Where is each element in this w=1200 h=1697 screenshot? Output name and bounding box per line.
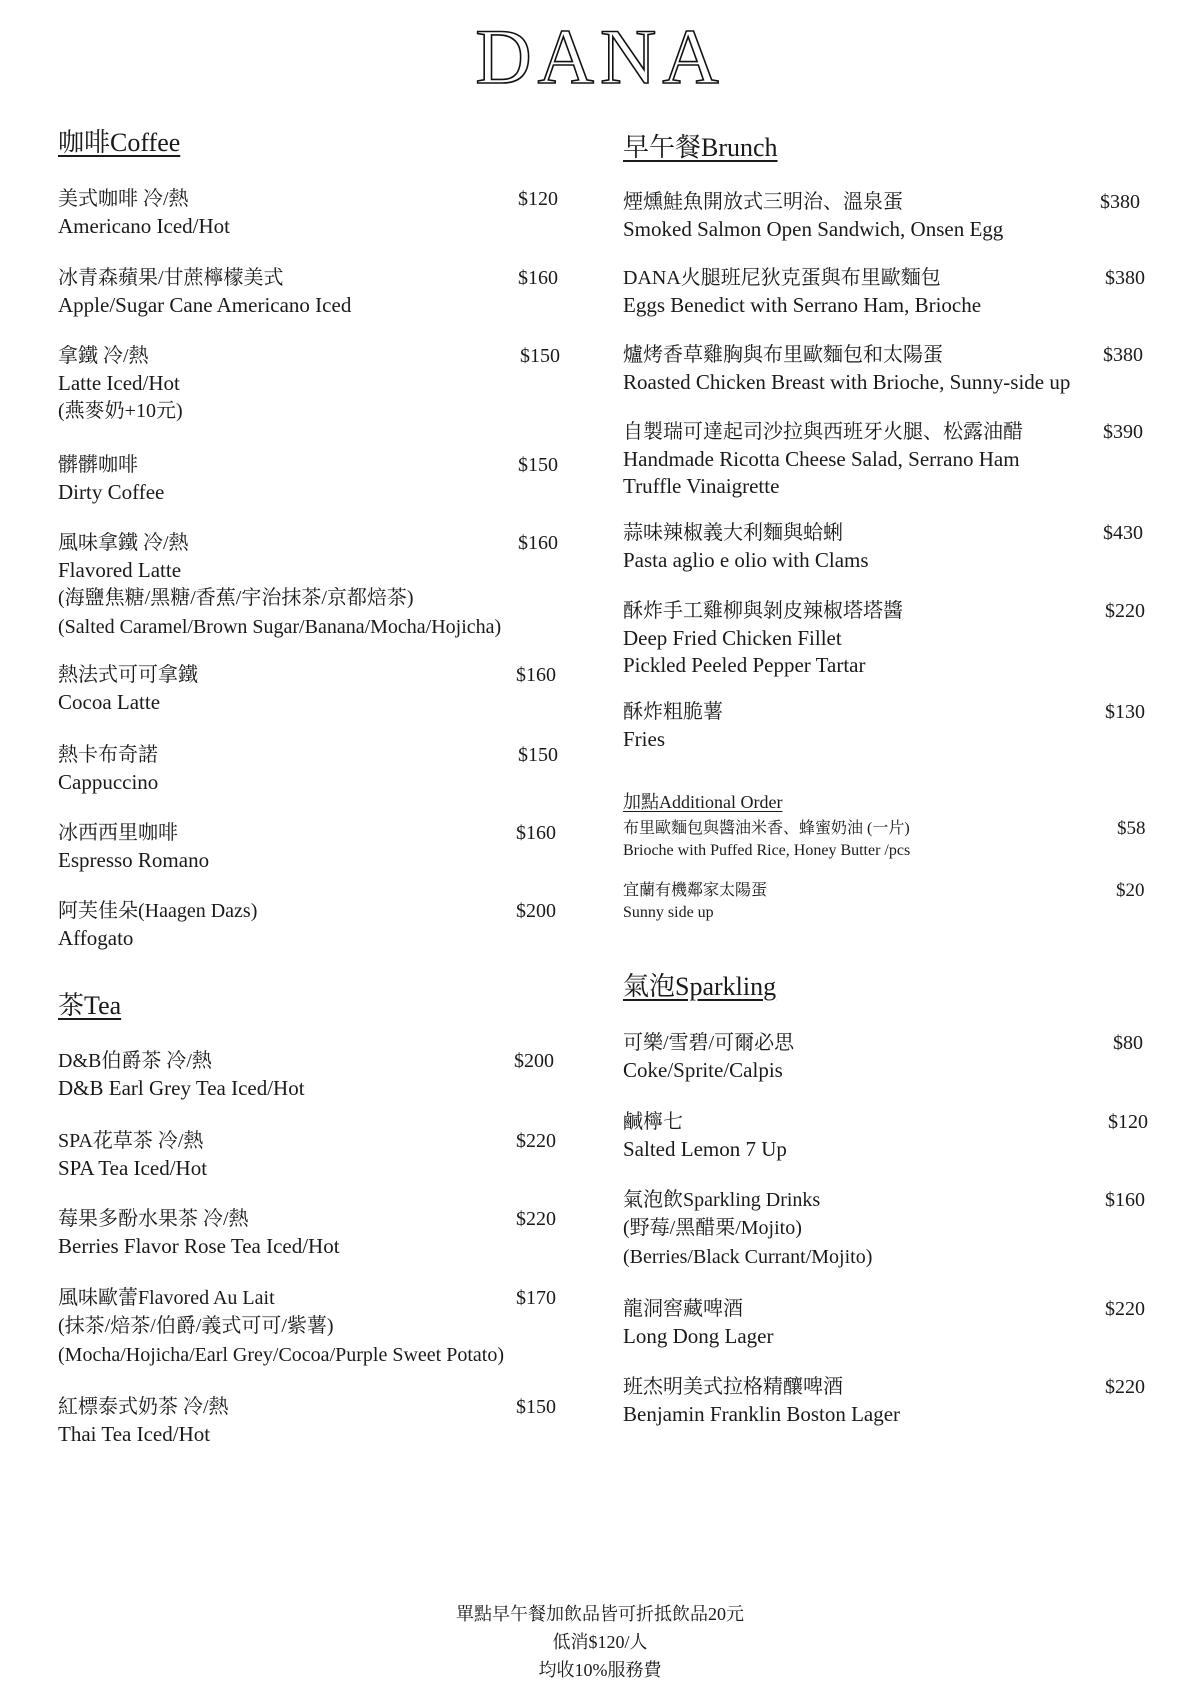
item-name-zh: 班杰明美式拉格精釀啤酒	[623, 1376, 843, 1398]
menu-item	[623, 342, 1153, 396]
item-name-en: Pasta aglio e olio with Clams	[623, 548, 869, 572]
menu-item	[623, 818, 1153, 862]
item-name-zh: 莓果多酚水果茶 冷/熱	[58, 1208, 249, 1230]
menu-item	[58, 662, 578, 716]
item-name-en: Cappuccino	[58, 770, 159, 794]
item-name-zh: D&B伯爵茶 冷/熱	[58, 1050, 212, 1072]
brunch-heading: 早午餐Brunch	[623, 133, 778, 162]
item-name-zh: 自製瑞可達起司沙拉與西班牙火腿、松露油醋	[623, 421, 1023, 443]
item-name-en: Latte Iced/Hot	[58, 371, 180, 395]
menu-item	[623, 189, 1153, 243]
item-price: $220	[516, 1130, 556, 1152]
item-name-en: Dirty Coffee	[58, 480, 165, 504]
item-name-en: Apple/Sugar Cane Americano Iced	[58, 293, 352, 317]
item-name-en: Espresso Romano	[58, 848, 210, 872]
item-name-zh: 布里歐麵包與醬油米香、蜂蜜奶油 (一片)	[623, 820, 910, 837]
item-name-en-2: Truffle Vinaigrette	[623, 474, 780, 498]
item-price: $120	[518, 188, 558, 210]
coffee-heading: 咖啡Coffee	[58, 128, 181, 157]
menu-item	[623, 598, 1153, 679]
item-name-zh: 拿鐵 冷/熱	[58, 345, 149, 367]
item-price: $160	[518, 267, 558, 289]
item-price: $380	[1100, 191, 1140, 213]
footer-discount-note: 單點早午餐加飲品皆可折抵飲品20元	[456, 1604, 744, 1624]
menu-item	[58, 742, 578, 796]
item-price: $130	[1105, 701, 1145, 723]
sparkling-heading: 氣泡Sparkling	[623, 972, 777, 1001]
item-price: $150	[518, 744, 558, 766]
item-name-zh: 熱卡布奇諾	[58, 744, 158, 766]
item-name-zh: 龍洞窖藏啤酒	[623, 1298, 743, 1320]
item-name-zh: 爐烤香草雞胸與布里歐麵包和太陽蛋	[623, 344, 943, 366]
menu-item	[623, 419, 1153, 500]
item-name-en: D&B Earl Grey Tea Iced/Hot	[58, 1076, 305, 1100]
item-name-en: Handmade Ricotta Cheese Salad, Serrano Ham	[623, 447, 1020, 471]
menu-item	[623, 520, 1153, 574]
footer-notes	[0, 1600, 1200, 1684]
item-name-zh: 風味拿鐵 冷/熱	[58, 532, 189, 554]
item-name-en: Sunny side up	[623, 904, 714, 921]
item-name-en: Flavored Latte	[58, 558, 182, 582]
menu-item	[58, 898, 578, 952]
item-name-zh: 宜蘭有機鄰家太陽蛋	[623, 882, 768, 899]
item-name-en: Coke/Sprite/Calpis	[623, 1058, 783, 1082]
item-price: $200	[514, 1050, 554, 1072]
item-price: $150	[516, 1396, 556, 1418]
item-price: $170	[516, 1287, 556, 1309]
item-note: (燕麥奶+10元)	[58, 400, 183, 422]
item-name-zh: DANA火腿班尼狄克蛋與布里歐麵包	[623, 267, 941, 289]
menu-item	[58, 1394, 578, 1448]
menu-item	[623, 699, 1153, 753]
item-price: $220	[1105, 1298, 1145, 1320]
item-note: (抹茶/焙茶/伯爵/義式可可/紫薯)	[58, 1315, 334, 1337]
item-price: $390	[1103, 421, 1143, 443]
item-name-zh: 冰西西里咖啡	[58, 822, 178, 844]
item-name-en: Benjamin Franklin Boston Lager	[623, 1402, 901, 1426]
item-name-zh: 煙燻鮭魚開放式三明治、溫泉蛋	[623, 191, 903, 213]
menu-item	[58, 1285, 578, 1370]
item-name-en: Cocoa Latte	[58, 690, 161, 714]
item-name-en: Roasted Chicken Breast with Brioche, Sunny-side up	[623, 370, 1071, 394]
menu-item	[58, 1206, 578, 1260]
tea-heading: 茶Tea	[58, 991, 122, 1020]
menu-item	[58, 343, 578, 426]
item-note: (野莓/黑醋栗/Mojito)	[623, 1217, 802, 1239]
item-note-en: (Berries/Black Currant/Mojito)	[623, 1246, 873, 1268]
item-name-zh: 美式咖啡 冷/熱	[58, 188, 189, 210]
item-name-en: Eggs Benedict with Serrano Ham, Brioche	[623, 293, 982, 317]
brand-title: DANA	[475, 13, 725, 100]
item-price: $220	[1105, 600, 1145, 622]
item-name-en: Affogato	[58, 926, 134, 950]
item-name-zh: 可樂/雪碧/可爾必思	[623, 1032, 795, 1054]
item-price: $380	[1105, 267, 1145, 289]
menu-item	[623, 1374, 1153, 1428]
item-name-zh: 熱法式可可拿鐵	[58, 664, 198, 686]
menu-item	[58, 530, 578, 642]
item-name-zh: 酥炸粗脆薯	[623, 701, 723, 723]
item-note: (海鹽焦糖/黑糖/香蕉/宇治抹茶/京都焙茶)	[58, 587, 414, 609]
item-name-en-2: Pickled Peeled Pepper Tartar	[623, 653, 866, 677]
item-name-en: Brioche with Puffed Rice, Honey Butter /pcs	[623, 842, 911, 859]
menu-item	[58, 265, 578, 319]
item-name-en: Fries	[623, 727, 665, 751]
item-name-en: Deep Fried Chicken Fillet	[623, 626, 842, 650]
item-price: $200	[516, 900, 556, 922]
item-note-en: (Mocha/Hojicha/Earl Grey/Cocoa/Purple Sweet Potato)	[58, 1344, 504, 1366]
menu-item	[58, 820, 578, 874]
item-price: $160	[518, 532, 558, 554]
item-name-en: Smoked Salmon Open Sandwich, Onsen Egg	[623, 217, 1004, 241]
item-name-en: Americano Iced/Hot	[58, 214, 231, 238]
item-name-zh: SPA花草茶 冷/熱	[58, 1130, 204, 1152]
item-name-zh: 鹹檸七	[623, 1111, 683, 1133]
item-name-zh: 蒜味辣椒義大利麵與蛤蜊	[623, 522, 843, 544]
menu-item	[58, 186, 578, 240]
menu-item	[58, 452, 578, 506]
item-price: $150	[520, 345, 560, 367]
item-name-en: SPA Tea Iced/Hot	[58, 1156, 208, 1180]
item-name-zh: 冰青森蘋果/甘蔗檸檬美式	[58, 267, 284, 289]
item-price: $120	[1108, 1111, 1148, 1133]
footer-service-charge: 均收10%服務費	[538, 1660, 662, 1680]
item-price: $150	[518, 454, 558, 476]
footer-minimum-charge: 低消$120/人	[552, 1632, 648, 1652]
item-price: $380	[1103, 344, 1143, 366]
item-name-en: Salted Lemon 7 Up	[623, 1137, 787, 1161]
menu-item	[58, 1128, 578, 1182]
menu-item	[623, 1109, 1153, 1163]
item-price: $220	[516, 1208, 556, 1230]
item-price: $20	[1116, 880, 1145, 901]
item-price: $80	[1113, 1032, 1143, 1054]
item-price: $160	[516, 822, 556, 844]
item-name-zh: 髒髒咖啡	[58, 454, 138, 476]
item-name-en: Berries Flavor Rose Tea Iced/Hot	[58, 1234, 340, 1258]
menu-item	[623, 880, 1153, 924]
menu-item	[623, 1187, 1153, 1272]
menu-item	[623, 265, 1153, 319]
item-price: $160	[516, 664, 556, 686]
item-name-zh: 風味歐蕾Flavored Au Lait	[58, 1287, 275, 1309]
item-name-en: Long Dong Lager	[623, 1324, 774, 1348]
menu-item	[623, 1296, 1153, 1350]
item-price: $430	[1103, 522, 1143, 544]
menu-item	[623, 1030, 1153, 1084]
item-price: $220	[1105, 1376, 1145, 1398]
item-name-zh: 氣泡飲Sparkling Drinks	[623, 1189, 821, 1211]
item-price: $58	[1117, 818, 1146, 839]
item-name-zh: 酥炸手工雞柳與剝皮辣椒塔塔醬	[623, 600, 903, 622]
additional-order-heading: 加點Additional Order	[623, 792, 783, 812]
item-price: $160	[1105, 1189, 1145, 1211]
item-name-en: Thai Tea Iced/Hot	[58, 1422, 211, 1446]
menu-item	[58, 1048, 578, 1102]
item-name-zh: 阿芙佳朵(Haagen Dazs)	[58, 900, 258, 922]
item-name-zh: 紅標泰式奶茶 冷/熱	[58, 1396, 229, 1418]
item-note-en: (Salted Caramel/Brown Sugar/Banana/Mocha/Hojicha)	[58, 616, 502, 638]
